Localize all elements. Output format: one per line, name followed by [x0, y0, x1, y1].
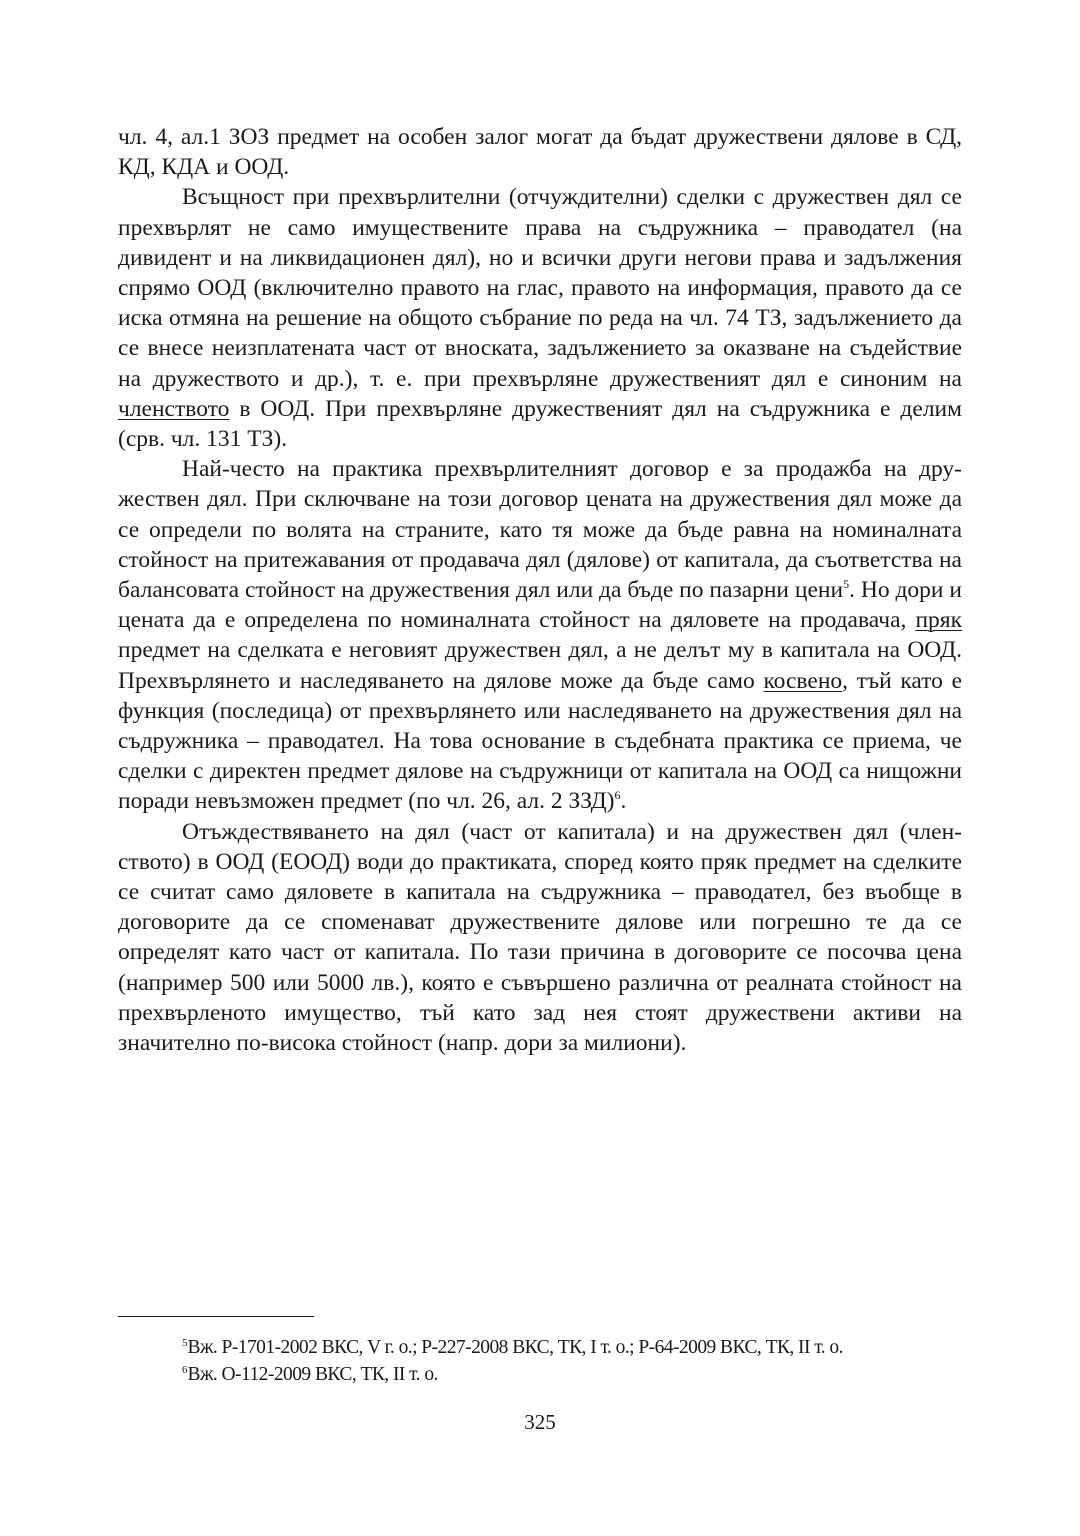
footnotes — [182, 1334, 982, 1388]
underlined-term-indirect: косвено — [763, 667, 843, 694]
paragraph-3-text-d: , тъй като е функция (последица) от прехвърлянето или наследяването на дружествения дял на съдружника – праводател. На това основание в съдебната практика се приема, че сделки с директен предмет дялове на съдружници от капитала на ООД са нищожни поради невъзможен предмет (по чл. 26, ал. 2 ЗЗД) — [118, 667, 962, 815]
underlined-term-membership: членството — [118, 395, 230, 422]
paragraph-3-text-c: предмет на сделката е неговият дружествен дял, а не делът му в капитала на ООД. Прехвърлянето и наследяването на дялове може да бъде само — [118, 637, 962, 694]
footnote-6 — [182, 1361, 982, 1388]
paragraph-3 — [118, 454, 962, 816]
page-number: 325 — [524, 1410, 556, 1434]
footnote-text: Вж. Р-1701-2002 ВКС, V г. о.; Р-227-2008 ВКС, ТК, I т. о.; Р-64-2009 ВКС, ТК, II т. о. — [187, 1337, 843, 1358]
paragraph-4: Отъждествяването на дял (част от капитала) и на дружествен дял (членството) в ООД (ЕООД) води до практиката, според която пряк предмет на сделките се считат само дяловете в капитала на съдружника – праводател, без въобще в договорите да се споменават дружествените дялове или погрешно те да се определят като част от капитала. По тази причина в договорите се посочва цена (например 500 или 5000 лв.), която е съвършено различна от реалната стойност на прехвърленото имущество, тъй като зад нея стоят дружествени активи на значително по-висока стойност (напр. дори за милиони). — [118, 818, 962, 1057]
paragraph-2-text-b: в ООД. При прехвърляне дружественият дял на съдружника е делим (срв. чл. 131 ТЗ). — [118, 395, 962, 453]
footnote-number: 6 — [182, 1364, 188, 1376]
paragraph-3-text-a: Най-често на практика прехвърлителният договор е за продажба на дружествен дял. При сключване на този договор цената на дружествения дял може да се определи по волята на страните, като тя може да бъде равна на номиналната стойност на притежавания от продавача дял (дялове) от капитала, да съответства на балансовата стойност на дружествения дял или да бъде по пазарни цени — [118, 456, 962, 604]
paragraph-3-text-b: . Но дори и цената да е определена по номиналната стойност на дяловете на продавача, — [118, 577, 962, 634]
footnote-separator — [118, 1316, 314, 1317]
underlined-term-direct: пряк — [915, 607, 962, 634]
paragraph-2-text-a: Всъщност при прехвърлителни (отчуждителни) сделки с дружествен дял се прехвърлят не само имуществените права на съдружника – праводател (на дивидент и на ликвидационен дял), но и всички други негови права и задължения спрямо ООД (включително правото на глас, правото на информация, правото да се иска отмяна на решение на общото събрание по реда на чл. 74 ТЗ, задължението да се внесе неизплатената част от вноската, задължението за оказване на съдействие на дружеството и др.), т. е. при прехвърляне дружественият дял е синоним на — [118, 184, 962, 392]
footnote-5 — [182, 1334, 982, 1361]
paragraph-1: чл. 4, ал.1 ЗОЗ предмет на особен залог могат да бъдат дружествени дялове в СД, КД, КДА и ООД. — [118, 124, 962, 181]
footnote-ref-6: 6 — [614, 788, 621, 803]
paragraph-2 — [118, 182, 962, 454]
document-body — [118, 122, 962, 1058]
paragraph-3-text-e: . — [620, 788, 627, 815]
footnote-ref-5: 5 — [843, 577, 850, 592]
footnote-number: 5 — [182, 1337, 188, 1349]
footnote-text: Вж. О-112-2009 ВКС, ТК, II т. о. — [187, 1364, 438, 1385]
